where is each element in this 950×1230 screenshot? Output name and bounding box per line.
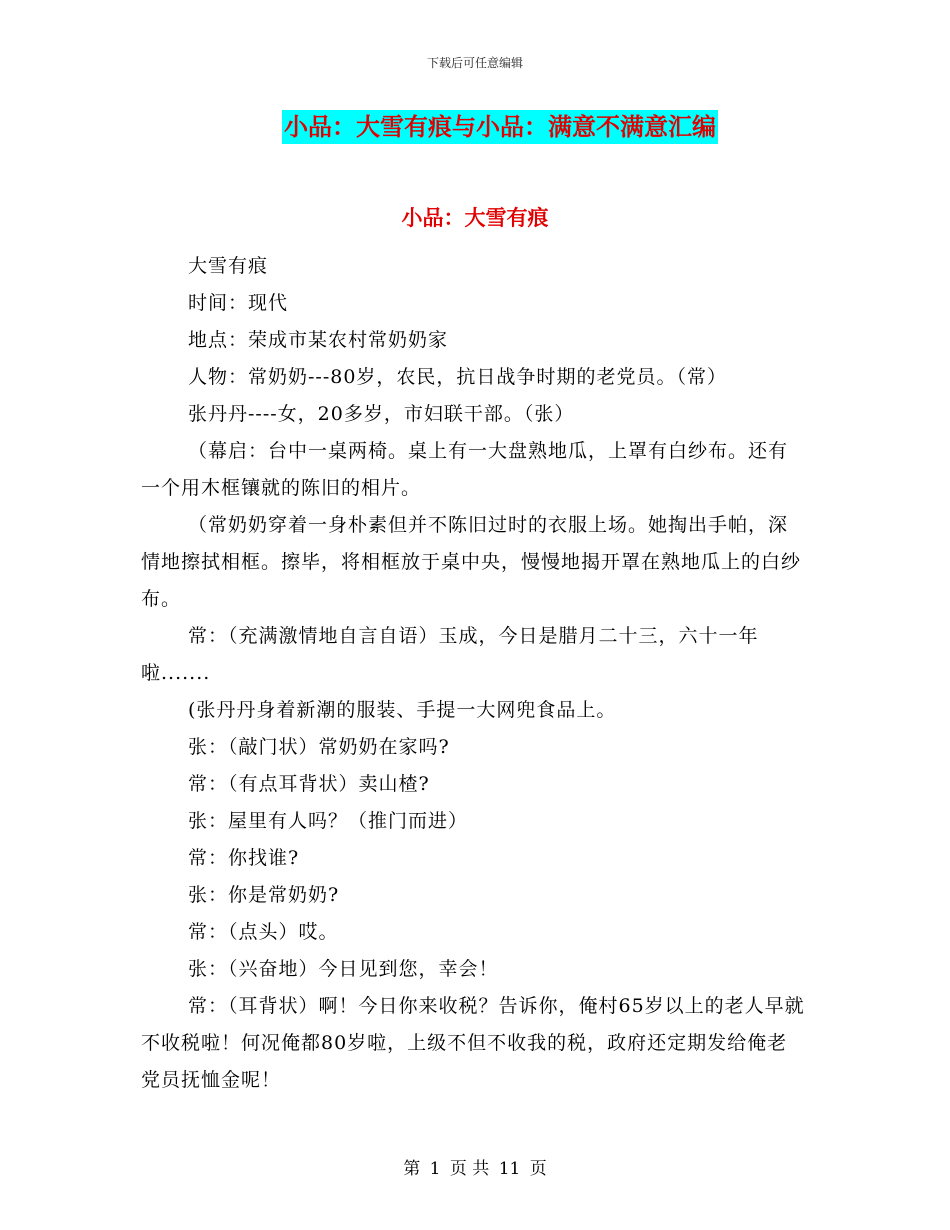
paragraph: 常：（点头）哎。 xyxy=(188,921,339,943)
paragraph: 张丹丹----女，20多岁，市妇联干部。（张） xyxy=(188,403,575,425)
paragraph: （幕启：台中一桌两椅。桌上有一大盘熟地瓜，上罩有白纱布。还有一个用木框镶就的陈旧的相片。 xyxy=(141,440,789,499)
section-title: 小品：大雪有痕 xyxy=(401,206,549,230)
paragraph: 人物：常奶奶---80岁，农民，抗日战争时期的老党员。（常） xyxy=(188,366,727,388)
header-note: 下载后可任意编辑 xyxy=(426,56,523,70)
paragraph: （常奶奶穿着一身朴素但并不陈旧过时的衣服上场。她掏出手帕，深情地擦拭相框。擦毕，将相框放于桌中央，慢慢地揭开罩在熟地瓜上的白纱布。 xyxy=(141,514,802,610)
paragraph: 常：你找谁? xyxy=(188,847,300,869)
document-main-title: 小品：大雪有痕与小品：满意不满意汇编 xyxy=(282,110,718,144)
paragraph: 常：（耳背状）啊！今日你来收税？告诉你，俺村65岁以上的老人早就不收税啦！何况俺都80岁啦，上级不但不收我的税，政府还定期发给俺老党员抚恤金呢！ xyxy=(141,995,805,1091)
paragraph: 张：你是常奶奶? xyxy=(188,884,340,906)
footer-middle: 页 共 xyxy=(449,1159,490,1179)
paragraph: (张丹丹身着新潮的服装、手提一大网兜食品上。 xyxy=(188,699,617,721)
document-body xyxy=(141,248,806,1099)
current-page-number: 1 xyxy=(429,1159,441,1179)
paragraph: 常：（有点耳背状）卖山楂? xyxy=(188,773,430,795)
paragraph: 常：（充满激情地自言自语）玉成，今日是腊月二十三，六十一年啦....... xyxy=(141,625,759,684)
paragraph: 时间：现代 xyxy=(188,292,289,314)
paragraph: 地点：荣成市某农村常奶奶家 xyxy=(188,329,449,351)
total-pages-number: 11 xyxy=(498,1159,521,1179)
paragraph: 张：屋里有人吗？（推门而进） xyxy=(188,810,469,832)
page-footer xyxy=(0,1154,950,1179)
main-title-container xyxy=(0,110,950,144)
footer-suffix: 页 xyxy=(529,1159,547,1179)
paragraph: 张：（兴奋地）今日见到您，幸会！ xyxy=(188,958,499,980)
paragraph: 张：（敲门状）常奶奶在家吗? xyxy=(188,736,450,758)
footer-prefix: 第 xyxy=(403,1159,421,1179)
paragraph: 大雪有痕 xyxy=(188,255,269,277)
